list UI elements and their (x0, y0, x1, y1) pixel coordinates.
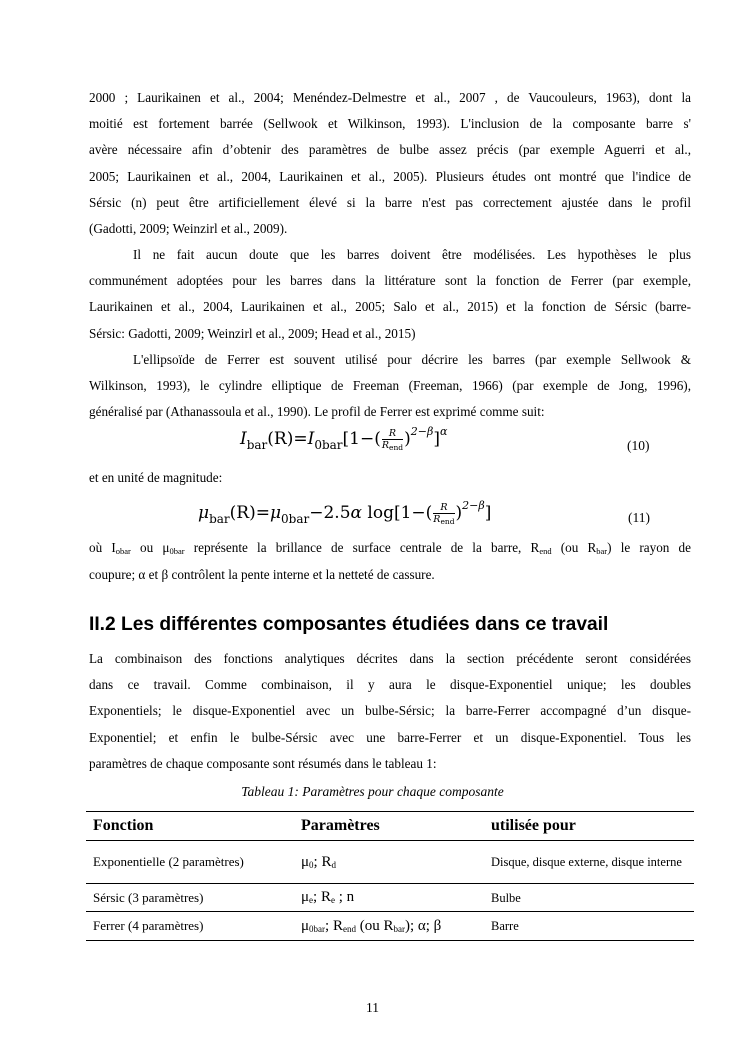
cell-usage: Disque, disque externe, disque interne (484, 841, 694, 884)
table-row (86, 912, 694, 941)
text-line: généralisé par (Athanassoula et al., 1990). Le profil de Ferrer est exprimé comme suit: (89, 404, 545, 420)
text-line: Sérsic: Gadotti, 2009; Weinzirl et al., 2009; Head et al., 2015) (89, 325, 416, 341)
equation-10: $I_{bar}(R)=I_{0bar}[1-$( $\frac{R}{R_{end}}$ )$^{2-\beta}$]$^\alpha$ (240, 425, 448, 452)
paragraph-bars (89, 242, 691, 347)
paragraph-intro (89, 85, 691, 242)
section-heading: II.2 Les différentes composantes étudiées dans ce travail (89, 614, 609, 635)
parameters-table (86, 811, 694, 941)
text-line: où Iobar ou μ0bar représente la brillance de surface centrale de la barre, Rend (ou Rbar) le rayon de (89, 540, 691, 556)
paragraph-definitions (89, 535, 691, 588)
text-line: 2005; Laurikainen et al., 2004, Laurikainen et al., 2005). Plusieurs études ont montré que l'indice de (89, 168, 691, 184)
cell-fonction: Ferrer (4 paramètres) (86, 912, 294, 941)
column-header-fonction: Fonction (86, 812, 294, 841)
cell-fonction: Sérsic (3 paramètres) (86, 884, 294, 912)
page-number: 11 (366, 1000, 379, 1015)
table-row (86, 884, 694, 912)
text-line: Il ne fait aucun doute que les barres doivent être modélisées. Les hypothèses le plus (133, 247, 691, 262)
cell-parametres: μ0; Rd (294, 841, 484, 884)
text-line: L'ellipsoïde de Ferrer est souvent utilisé pour décrire les barres (par exemple Sellwook & (133, 352, 691, 367)
paragraph-magnitude-intro (89, 465, 691, 491)
text-line: Wilkinson, 1993), le cylindre elliptique de Freeman (Freeman, 1966) (par exemple de Jong, 1996), (89, 378, 691, 394)
text-line: La combinaison des fonctions analytiques décrites dans la section précédente seront considérées (89, 651, 691, 666)
equation-number-11: (11) (628, 510, 650, 525)
cell-parametres: μe; Re ; n (294, 884, 484, 912)
column-header-usage: utilisée pour (484, 812, 694, 841)
text-line: avère nécessaire afin d’obtenir des paramètres de bulbe assez précis (par exemple Aguerri et al., (89, 142, 691, 158)
cell-fonction: Exponentielle (2 paramètres) (86, 841, 294, 884)
column-header-parametres: Paramètres (294, 812, 484, 841)
cell-usage: Barre (484, 912, 694, 941)
equation-number-10: (10) (627, 438, 650, 453)
text-line: paramètres de chaque composante sont résumés dans le tableau 1: (89, 755, 437, 771)
table-header-row (86, 812, 694, 841)
equation-11: $\mu_{bar}(R)=\mu_{0bar}-2.5\alpha$ log[1−( $\frac{R}{R_{end}}$ )$^{2-\beta}$] (198, 499, 492, 526)
text-line: Sérsic (n) peut être artificiellement élevé si la barre n'est pas correctement ajustée dans le profil (89, 194, 691, 210)
text-line: coupure; α et β contrôlent la pente interne et la netteté de cassure. (89, 567, 435, 583)
paragraph-ferrer (89, 347, 691, 426)
cell-usage: Bulbe (484, 884, 694, 912)
text-line: Exponentiel; et enfin le bulbe-Sérsic avec une barre-Ferrer et un disque-Exponentiel. Tous les (89, 729, 691, 745)
text-line: (Gadotti, 2009; Weinzirl et al., 2009). (89, 221, 288, 237)
text-line: dans ce travail. Comme combinaison, il y aura le disque-Exponentiel unique; les doubles (89, 677, 691, 693)
table-caption: Tableau 1: Paramètres pour chaque composante (241, 784, 504, 799)
text-line: communément adoptées pour les barres dans la littérature sont la fonction de Ferrer (par exemple, (89, 273, 691, 289)
paragraph-combinations (89, 646, 691, 777)
text-line: 2000 ; Laurikainen et al., 2004; Menéndez-Delmestre et al., 2007 , de Vaucouleurs, 1963), dont la (89, 90, 691, 105)
cell-parametres: μ0bar; Rend (ou Rbar); α; β (294, 912, 484, 941)
table-row (86, 841, 694, 884)
text-line: et en unité de magnitude: (89, 470, 223, 485)
text-line: Exponentiels; le disque-Exponentiel avec un bulbe-Sérsic; la barre-Ferrer accompagné d’un disque- (89, 703, 691, 719)
text-line: moitié est fortement barrée (Sellwook et Wilkinson, 1993). L'inclusion de la composante barre s' (89, 116, 691, 132)
text-line: Laurikainen et al., 2004, Laurikainen et al., 2005; Salo et al., 2015) et la fonction de Sérsic (barre- (89, 299, 691, 315)
